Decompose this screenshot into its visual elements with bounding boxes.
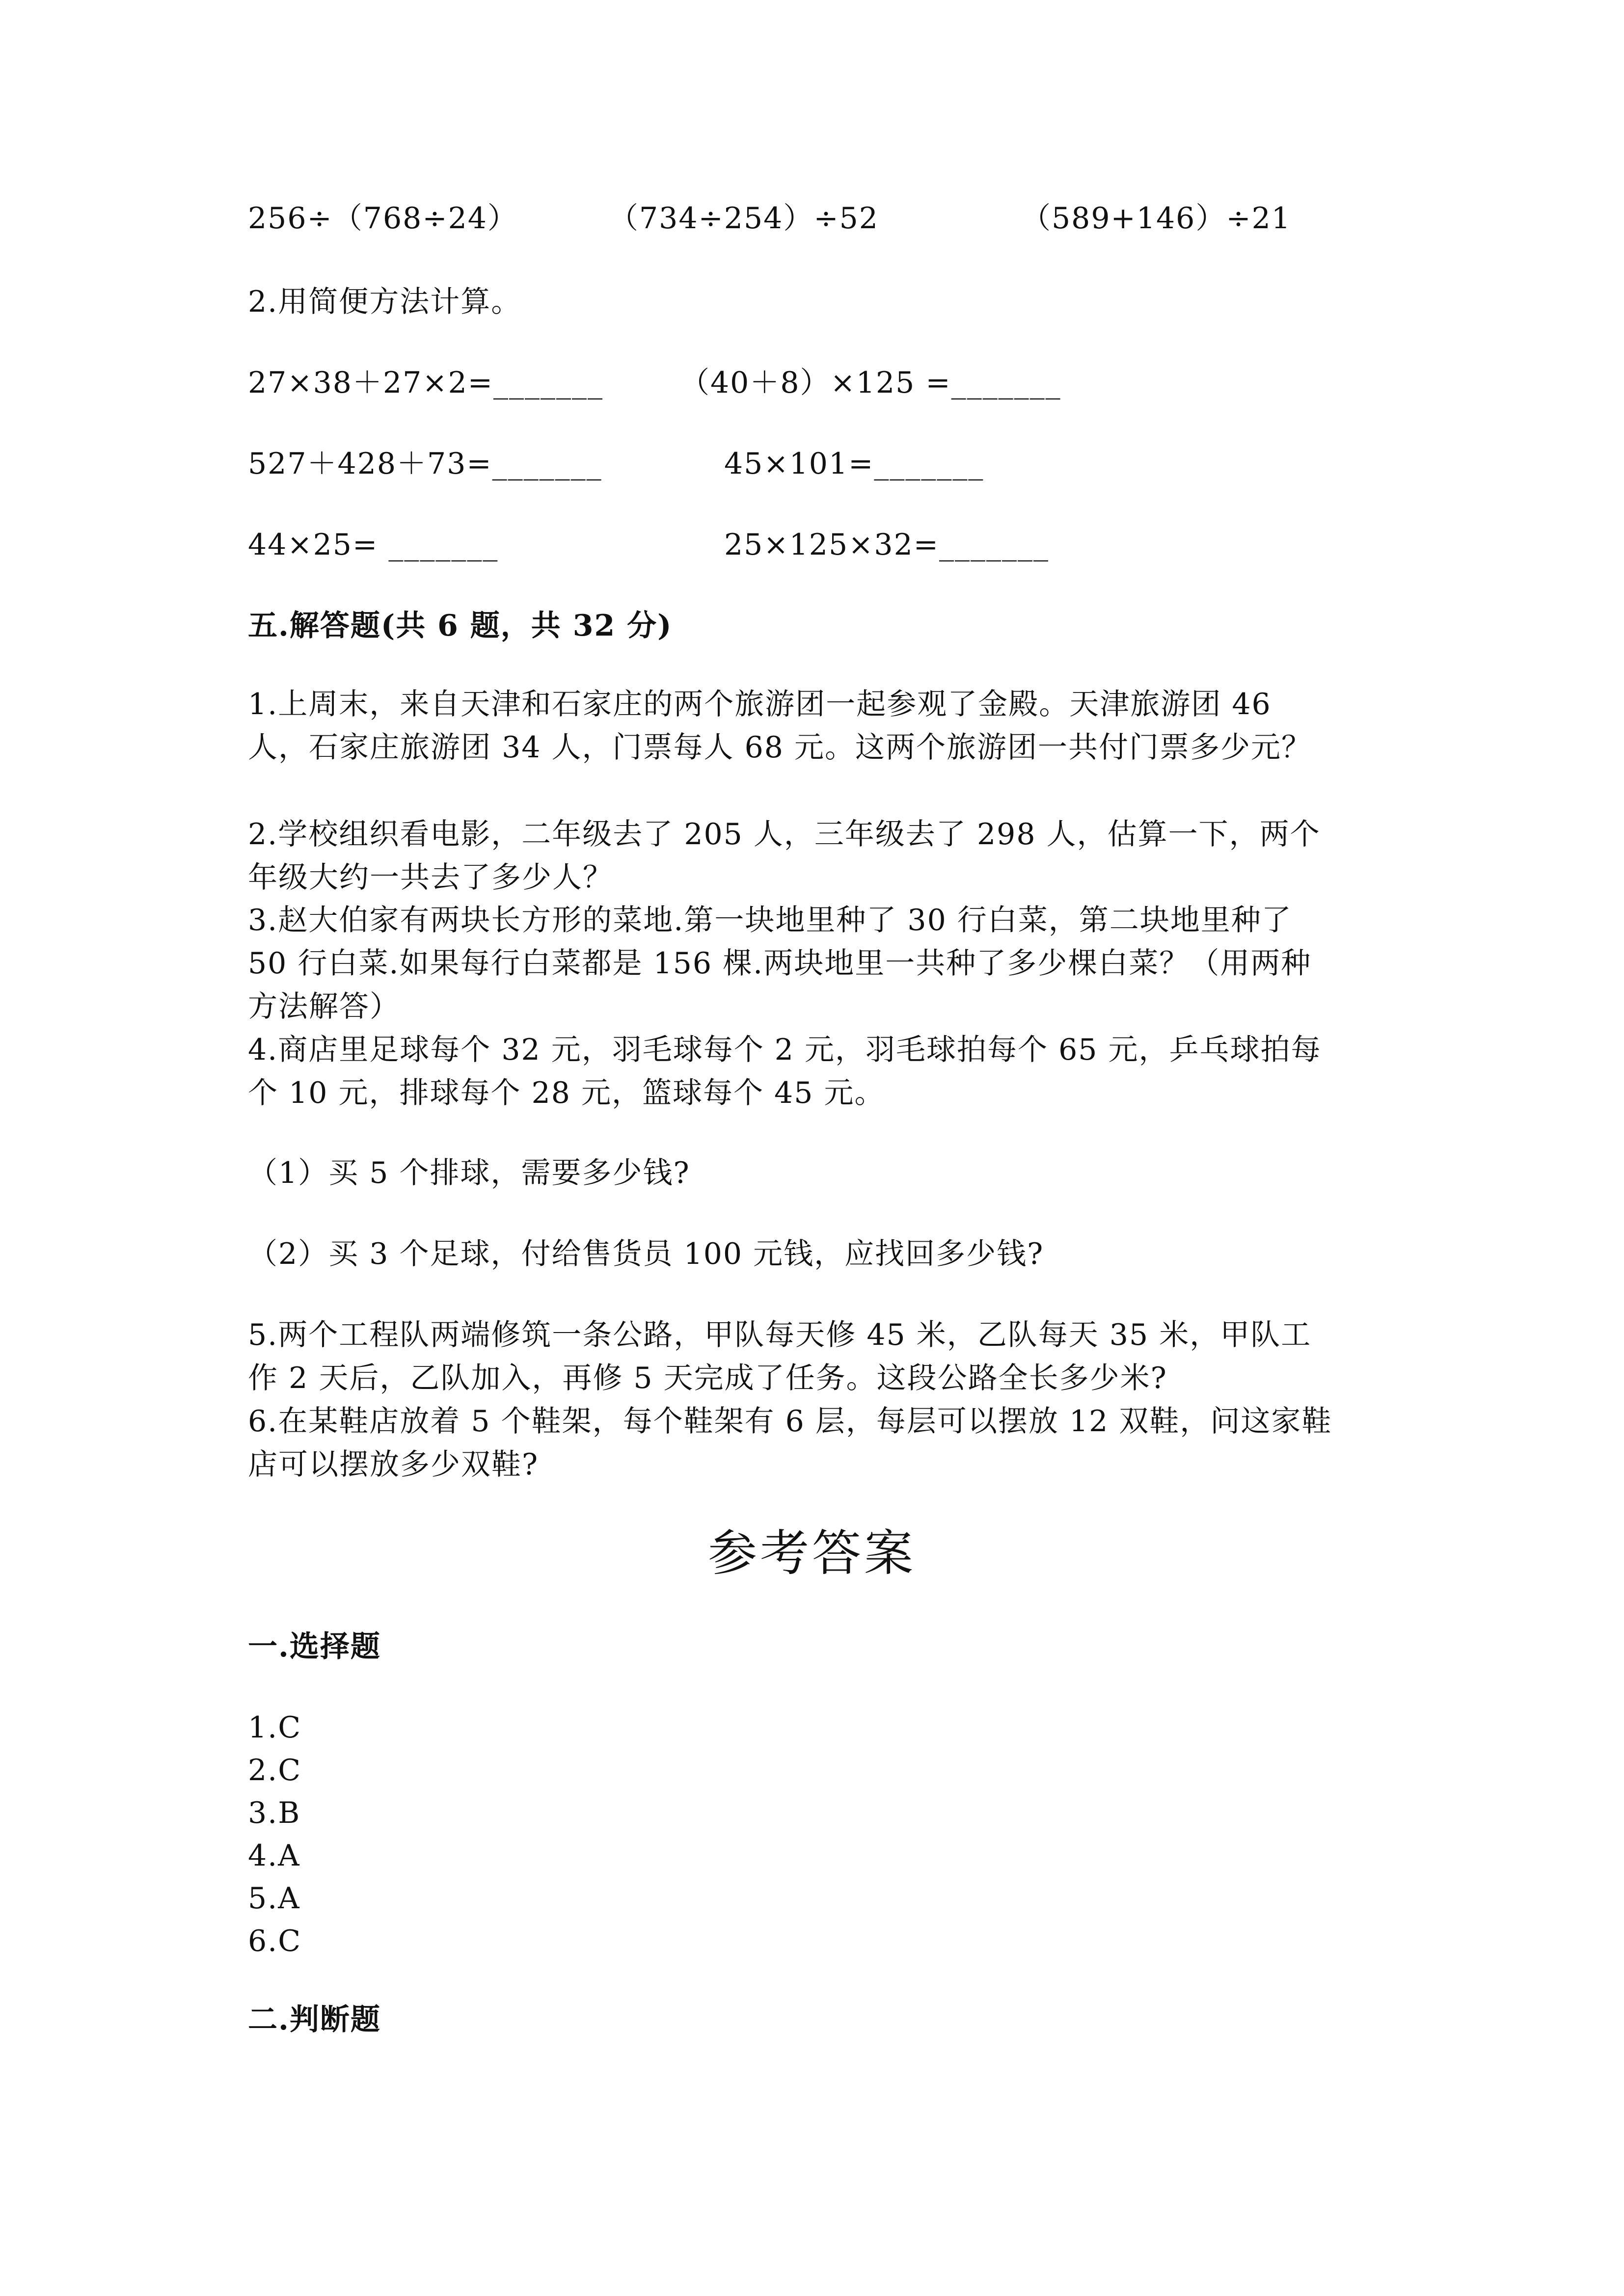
problem-line: 5.两个工程队两端修筑一条公路，甲队每天修 45 米，乙队每天 35 米，甲队工 — [248, 1318, 1312, 1352]
question-heading: 2.用简便方法计算。 — [248, 285, 522, 319]
answer-item: 4.A — [248, 1839, 300, 1873]
calc-item: 44×25= _______ — [248, 528, 499, 562]
problem-line: 2.学校组织看电影，二年级去了 205 人，三年级去了 298 人，估算一下，两个 — [248, 817, 1321, 852]
answer-item: 5.A — [248, 1881, 300, 1916]
problem-line: 店可以摆放多少双鞋? — [248, 1447, 539, 1482]
answer-item: 1.C — [248, 1710, 302, 1745]
problem-line: 6.在某鞋店放着 5 个鞋架，每个鞋架有 6 层，每层可以摆放 12 双鞋，问这家鞋 — [248, 1404, 1332, 1439]
expression-3: （589+146）÷21 — [1021, 201, 1291, 236]
expression-2: （734÷254）÷52 — [609, 201, 879, 236]
calc-item: 527＋428＋73=_______ — [248, 447, 602, 481]
calc-item: 27×38＋27×2=_______ — [248, 366, 604, 400]
sub-question: （1）买 5 个排球，需要多少钱? — [248, 1156, 690, 1190]
problem-line: 50 行白菜.如果每行白菜都是 156 棵.两块地里一共种了多少棵白菜？（用两种 — [248, 946, 1312, 981]
problem-line: 年级大约一共去了多少人？ — [248, 860, 613, 895]
problem-line: 人，石家庄旅游团 34 人，门票每人 68 元。这两个旅游团一共付门票多少元？ — [248, 730, 1312, 765]
section-heading: 一.选择题 — [248, 1629, 381, 1664]
answers-title: 参考答案 — [708, 1524, 916, 1582]
problem-line: 3.赵大伯家有两块长方形的菜地.第一块地里种了 30 行白菜，第二块地里种了 — [248, 903, 1292, 937]
sub-question: （2）买 3 个足球，付给售货员 100 元钱，应找回多少钱? — [248, 1237, 1044, 1271]
problem-line: 个 10 元，排球每个 28 元，篮球每个 45 元。 — [248, 1076, 885, 1110]
answer-item: 2.C — [248, 1753, 302, 1788]
expression-1: 256÷（768÷24） — [248, 201, 518, 236]
answer-item: 3.B — [248, 1796, 301, 1830]
section-heading: 二.判断题 — [248, 2002, 381, 2037]
section-heading: 五.解答题(共 6 题，共 32 分) — [248, 609, 673, 643]
problem-line: 4.商店里足球每个 32 元，羽毛球每个 2 元，羽毛球拍每个 65 元，乒乓球拍每 — [248, 1033, 1322, 1067]
calc-item: 45×101=_______ — [724, 447, 984, 481]
answer-item: 6.C — [248, 1924, 302, 1958]
problem-line: 1.上周末，来自天津和石家庄的两个旅游团一起参观了金殿。天津旅游团 46 — [248, 687, 1272, 721]
calc-item: 25×125×32=_______ — [724, 528, 1050, 562]
problem-line: 作 2 天后，乙队加入，再修 5 天完成了任务。这段公路全长多少米? — [248, 1361, 1167, 1395]
problem-line: 方法解答） — [248, 989, 400, 1024]
calc-item: （40＋8）×125 =_______ — [680, 366, 1061, 400]
